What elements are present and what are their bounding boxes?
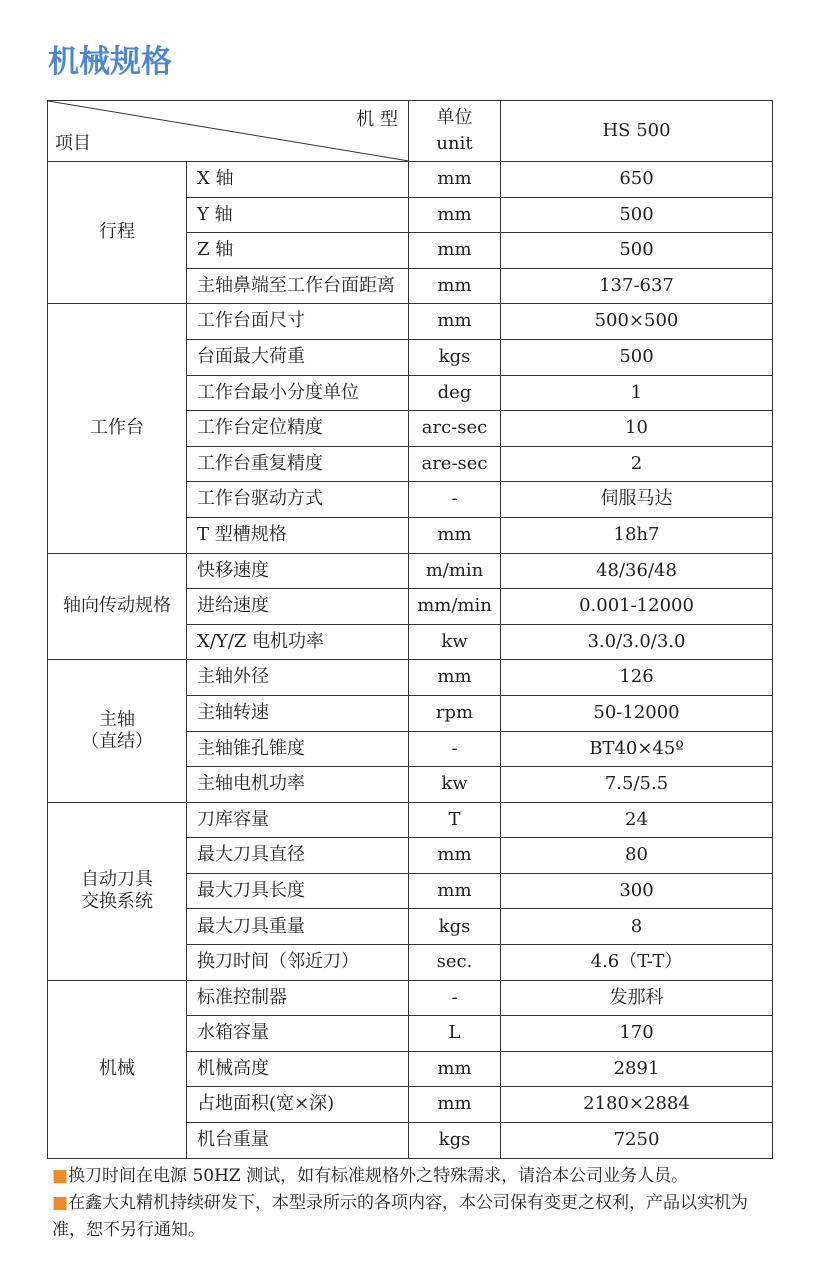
item-name-cell: 快移速度 xyxy=(187,553,409,589)
group-name-line: （直结） xyxy=(81,731,153,752)
item-name-cell: Y 轴 xyxy=(187,197,409,233)
item-name-cell: 最大刀具直径 xyxy=(187,838,409,874)
value-cell: 2891 xyxy=(501,1051,773,1087)
group-name-cell xyxy=(48,162,187,304)
unit-cell: kw xyxy=(409,624,501,660)
unit-cell: mm/min xyxy=(409,589,501,625)
item-name-cell: 最大刀具重量 xyxy=(187,909,409,945)
item-label: 项目 xyxy=(55,132,91,154)
unit-cell: mm xyxy=(409,197,501,233)
note-bullet: ■ xyxy=(52,1166,69,1186)
value-cell: 500 xyxy=(501,339,773,375)
unit-cell: rpm xyxy=(409,695,501,731)
item-name-cell: 主轴电机功率 xyxy=(187,767,409,803)
unit-cell: arc-sec xyxy=(409,411,501,447)
unit-cell: T xyxy=(409,802,501,838)
item-name-cell: 占地面积(宽×深) xyxy=(187,1087,409,1123)
page-title: 机械规格 xyxy=(48,44,172,80)
unit-cell: mm xyxy=(409,1051,501,1087)
value-cell: 137-637 xyxy=(501,268,773,304)
value-cell: 7.5/5.5 xyxy=(501,767,773,803)
item-name-cell: 工作台重复精度 xyxy=(187,446,409,482)
item-name-cell: 最大刀具长度 xyxy=(187,873,409,909)
unit-cell: mm xyxy=(409,660,501,696)
group-name-line: 工作台 xyxy=(90,417,144,439)
value-cell: 2180×2884 xyxy=(501,1087,773,1123)
note-2 xyxy=(52,1190,777,1244)
item-name-cell: 标准控制器 xyxy=(187,980,409,1016)
unit-cell: kgs xyxy=(409,339,501,375)
group-name-line: 主轴 xyxy=(99,708,135,730)
item-name-cell: 刀库容量 xyxy=(187,802,409,838)
unit-cell: mm xyxy=(409,517,501,553)
table-row xyxy=(48,660,773,696)
item-name-cell: 机械高度 xyxy=(187,1051,409,1087)
group-name-line: 机械 xyxy=(99,1057,135,1079)
item-name-cell: X/Y/Z 电机功率 xyxy=(187,624,409,660)
value-cell: 80 xyxy=(501,838,773,874)
value-cell: 500×500 xyxy=(501,304,773,340)
unit-label-en: unit xyxy=(436,133,473,154)
group-name-cell xyxy=(48,980,187,1158)
unit-cell: - xyxy=(409,980,501,1016)
note-bullet: ■ xyxy=(52,1193,69,1213)
item-name-cell: 换刀时间（邻近刀） xyxy=(187,945,409,981)
table-row xyxy=(48,162,773,198)
unit-cell: kgs xyxy=(409,909,501,945)
group-name-line: 自动刀具 xyxy=(81,868,153,890)
value-cell: 24 xyxy=(501,802,773,838)
unit-cell: mm xyxy=(409,838,501,874)
table-row xyxy=(48,802,773,838)
value-cell: BT40×45º xyxy=(501,731,773,767)
value-cell: 发那科 xyxy=(501,980,773,1016)
value-cell: 300 xyxy=(501,873,773,909)
unit-cell: deg xyxy=(409,375,501,411)
value-cell: 50-12000 xyxy=(501,695,773,731)
unit-label-cn: 单位 xyxy=(436,106,473,128)
diagonal-header-cell xyxy=(48,101,409,162)
unit-cell: are-sec xyxy=(409,446,501,482)
table-row xyxy=(48,304,773,340)
item-name-cell: 主轴转速 xyxy=(187,695,409,731)
item-name-cell: Z 轴 xyxy=(187,233,409,269)
item-name-cell: 主轴鼻端至工作台面距离 xyxy=(187,268,409,304)
diagonal-line xyxy=(48,101,409,161)
unit-cell: m/min xyxy=(409,553,501,589)
group-name-cell xyxy=(48,660,187,802)
note-text: 在鑫大丸精机持续研发下，本型录所示的各项内容，本公司保有变更之权利，产品以实机为准，恕不另行通知。 xyxy=(52,1193,749,1240)
item-name-cell: T 型槽规格 xyxy=(187,517,409,553)
model-label: 机 型 xyxy=(356,109,398,130)
item-name-cell: 进给速度 xyxy=(187,589,409,625)
item-name-cell: 主轴锥孔锥度 xyxy=(187,731,409,767)
group-name-line: 交换系统 xyxy=(81,891,153,913)
value-cell: 650 xyxy=(501,162,773,198)
group-name-cell xyxy=(48,802,187,980)
unit-cell: kw xyxy=(409,767,501,803)
unit-cell: - xyxy=(409,482,501,518)
item-name-cell: X 轴 xyxy=(187,162,409,198)
item-name-cell: 台面最大荷重 xyxy=(187,339,409,375)
unit-cell: L xyxy=(409,1016,501,1052)
item-name-cell: 水箱容量 xyxy=(187,1016,409,1052)
value-cell: 8 xyxy=(501,909,773,945)
item-name-cell: 工作台最小分度单位 xyxy=(187,375,409,411)
item-name-cell: 主轴外径 xyxy=(187,660,409,696)
unit-cell: mm xyxy=(409,873,501,909)
value-cell: 2 xyxy=(501,446,773,482)
group-name-line: 行程 xyxy=(99,221,135,243)
group-name-line: 轴向传动规格 xyxy=(63,595,171,617)
table-row xyxy=(48,553,773,589)
value-cell: 3.0/3.0/3.0 xyxy=(501,624,773,660)
unit-cell: mm xyxy=(409,1087,501,1123)
note-1 xyxy=(52,1163,777,1190)
item-name-cell: 工作台驱动方式 xyxy=(187,482,409,518)
spec-table xyxy=(47,100,773,1159)
value-cell: 48/36/48 xyxy=(501,553,773,589)
unit-cell: mm xyxy=(409,268,501,304)
model-value-cell: HS 500 xyxy=(501,101,773,162)
group-name-cell xyxy=(48,553,187,660)
table-row xyxy=(48,980,773,1016)
item-name-cell: 机台重量 xyxy=(187,1123,409,1159)
value-cell: 伺服马达 xyxy=(501,482,773,518)
value-cell: 1 xyxy=(501,375,773,411)
value-cell: 18h7 xyxy=(501,517,773,553)
unit-cell: mm xyxy=(409,162,501,198)
table-header-row xyxy=(48,101,773,162)
unit-cell: mm xyxy=(409,304,501,340)
value-cell: 0.001-12000 xyxy=(501,589,773,625)
value-cell: 500 xyxy=(501,197,773,233)
group-name-cell xyxy=(48,304,187,553)
note-text: 换刀时间在电源 50HZ 测试，如有标准规格外之特殊需求，请洽本公司业务人员。 xyxy=(68,1166,689,1186)
value-cell: 4.6（T-T） xyxy=(501,945,773,981)
unit-cell: mm xyxy=(409,233,501,269)
value-cell: 500 xyxy=(501,233,773,269)
unit-cell: - xyxy=(409,731,501,767)
notes xyxy=(52,1163,777,1244)
item-name-cell: 工作台定位精度 xyxy=(187,411,409,447)
unit-cell: kgs xyxy=(409,1123,501,1159)
value-cell: 10 xyxy=(501,411,773,447)
unit-header-cell xyxy=(409,101,501,162)
value-cell: 170 xyxy=(501,1016,773,1052)
value-cell: 126 xyxy=(501,660,773,696)
value-cell: 7250 xyxy=(501,1123,773,1159)
unit-cell: sec. xyxy=(409,945,501,981)
item-name-cell: 工作台面尺寸 xyxy=(187,304,409,340)
